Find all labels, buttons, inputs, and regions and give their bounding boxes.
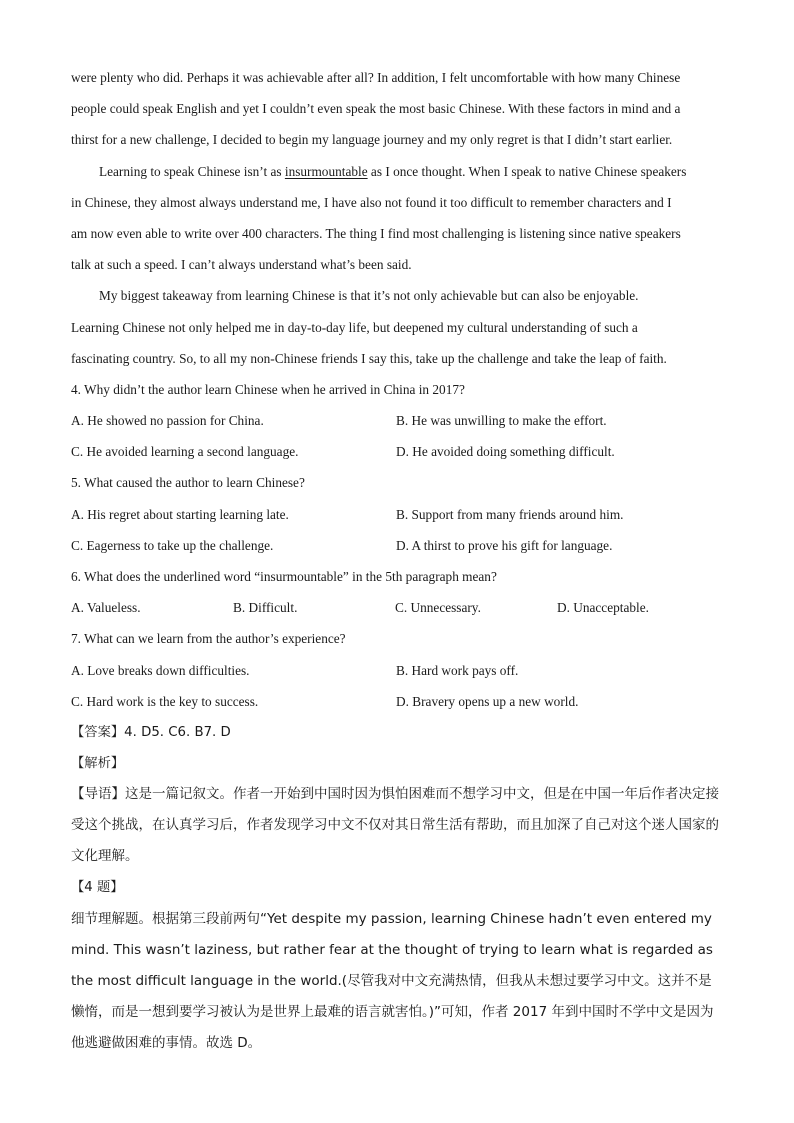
option-a: A. Love breaks down difficulties. [71,662,250,678]
option-d: D. Unacceptable. [557,600,649,616]
passage-line: were plenty who did. Perhaps it was achievable after all? In addition, I felt uncomfortable with how many Chinese [71,70,681,85]
option-c: C. Eagerness to take up the challenge. [71,537,274,553]
option-a: A. He showed no passion for China. [71,413,264,429]
passage-text: as I once thought. When I speak to native Chinese speakers [367,163,687,179]
option-b: B. Hard work pays off. [396,662,519,678]
option-b: B. Support from many friends around him. [396,506,624,522]
passage-paragraph-start: My biggest takeaway from learning Chinese is that it’s not only achievable but can also be enjoyable. [99,288,639,304]
option-row [71,405,723,436]
passage-line: am now even able to write over 400 characters. The thing I find most challenging is listening since native speakers [71,225,681,241]
option-b: B. He was unwilling to make the effort. [396,413,607,429]
option-c: C. Hard work is the key to success. [71,693,259,709]
question-4-heading: 【4 题】 [71,880,124,896]
option-row [71,436,723,467]
passage-line: thirst for a new challenge, I decided to begin my language journey and my only regret is that I didn’t start earlier. [71,132,673,148]
question-stem: 7. What can we learn from the author’s experience? [71,631,346,647]
passage-line: in Chinese, they almost always understand me, I have also not found it too difficult to remember characters and I [71,194,672,210]
option-row [71,592,723,623]
question-stem: 6. What does the underlined word “insurmountable” in the 5th paragraph mean? [71,569,497,584]
question-4-explanation: 细节理解题。根据第三段前两句“Yet despite my passion, learning Chinese hadn’t even entered my mind. This wasn’t laziness, but rather fear at the thought of trying to learn what is regarded as the most difficult language in the world.(尽管我对中文充满热情，但我从未想过要学习中文。这并不是懒惰，而是一想到要学习被认为是世界上最难的语言就害怕。)”可知，作者 2017 年到中国时不学中文是因为他逃避做困难的事情。故选 D。 [71,910,714,1051]
question-stem: 4. Why didn’t the author learn Chinese when he arrived in China in 2017? [71,381,465,397]
option-a: A. His regret about starting learning late. [71,506,289,522]
document-content [71,62,723,1059]
question-stem: 5. What caused the author to learn Chinese? [71,475,305,491]
answer-key: 【答案】4. D5. C6. B7. D [71,724,231,740]
underlined-word: insurmountable [284,163,368,179]
option-row [71,499,723,530]
passage-line: Learning Chinese not only helped me in day-to-day life, but deepened my cultural understanding of such a [71,319,638,335]
option-c: C. He avoided learning a second language. [71,444,299,460]
option-c: C. Unnecessary. [395,600,481,616]
option-row [71,530,723,561]
option-row [71,686,723,717]
passage-paragraph-start [71,156,723,187]
passage-line: fascinating country. So, to all my non-Chinese friends I say this, take up the challenge and take the leap of faith. [71,350,667,366]
option-b: B. Difficult. [233,600,298,616]
option-d: D. A thirst to prove his gift for language. [396,537,613,553]
option-a: A. Valueless. [71,600,141,616]
option-d: D. Bravery opens up a new world. [396,693,579,709]
analysis-heading: 【解析】 [71,756,125,772]
option-row [71,655,723,686]
guide-text: 【导语】这是一篇记叙文。作者一开始到中国时因为惧怕困难而不想学习中文，但是在中国一年后作者决定接受这个挑战，在认真学习后，作者发现学习中文不仅对其日常生活有帮助，而且加深了自己对这个迷人国家的文化理解。 [71,786,719,865]
passage-line: talk at such a speed. I can’t always understand what’s been said. [71,257,412,273]
passage-line: people could speak English and yet I couldn’t even speak the most basic Chinese. With these factors in mind and a [71,101,681,117]
option-d: D. He avoided doing something difficult. [396,444,615,460]
passage-text: Learning to speak Chinese isn’t as [99,163,285,179]
